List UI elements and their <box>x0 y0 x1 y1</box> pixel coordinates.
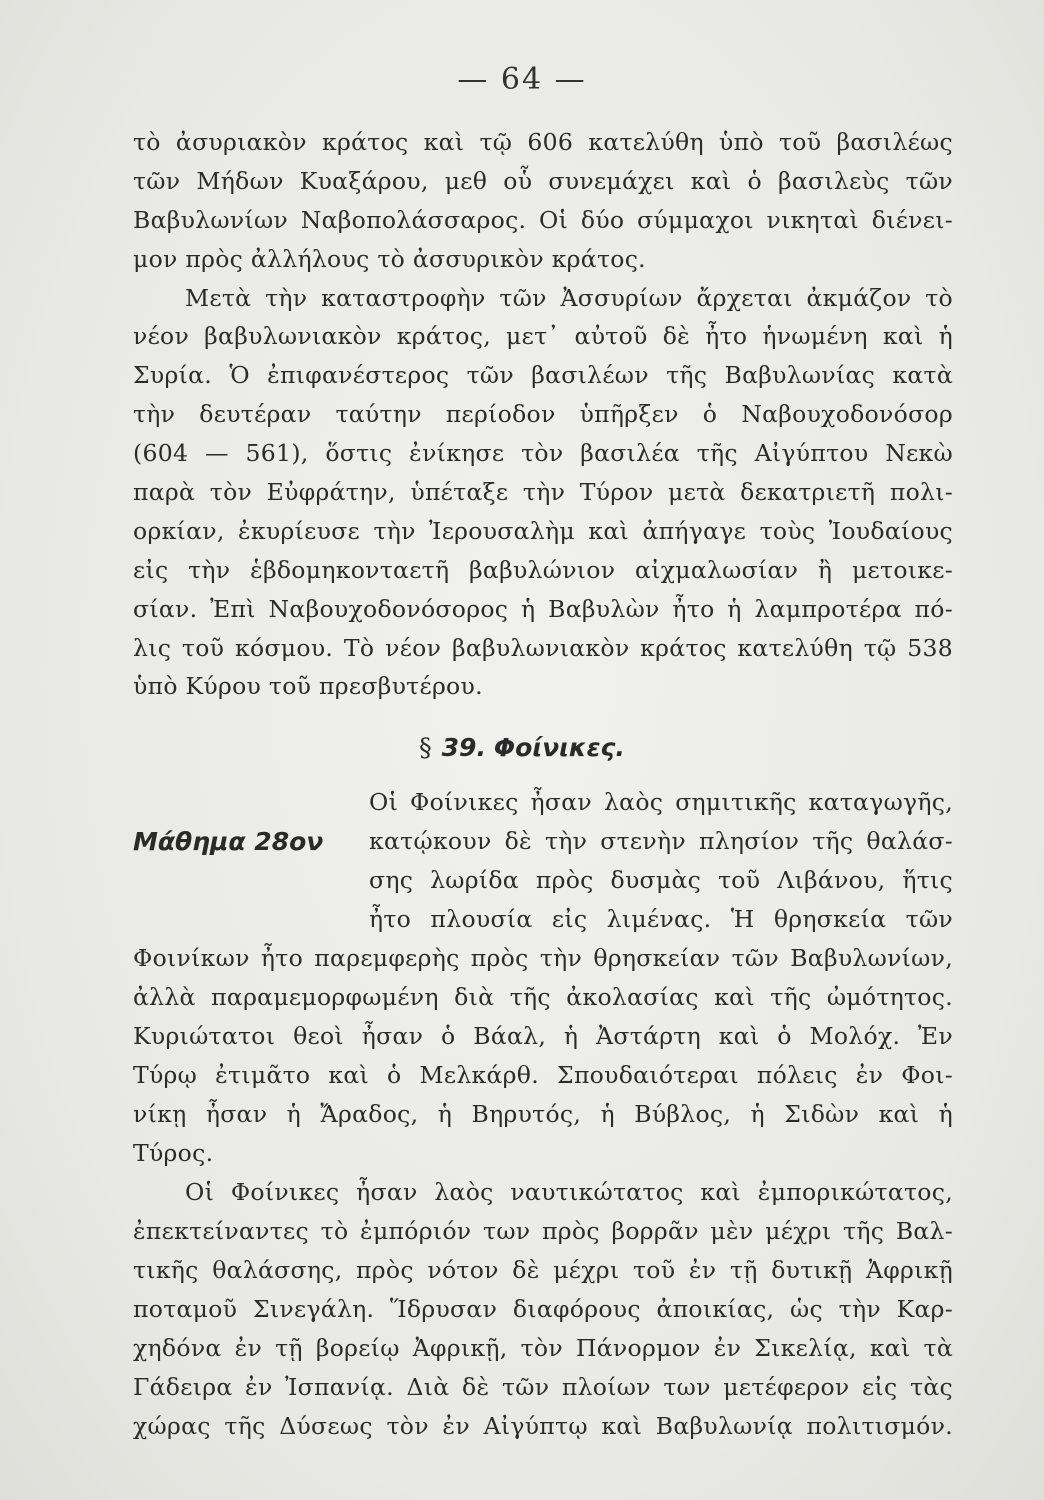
text-line: ἦτο πλουσία εἰς λιμένας. Ἡ θρησκεία τῶν <box>369 905 953 933</box>
section-heading <box>0 733 1044 762</box>
text-line: Κυριώτατοι θεοὶ ἦσαν ὁ Βάαλ, ἡ Ἀστάρτη καὶ ὁ Μολόχ. Ἐν <box>133 1022 953 1050</box>
text-line: ἀλλὰ παραμεμορφωμένη διὰ τῆς ἀκολασίας καὶ τῆς ὠμότητος. <box>133 983 953 1011</box>
text-line: Βαβυλωνίων Ναβοπολάσσαρος. Οἱ δύο σύμμαχοι νικηταὶ διένει- <box>133 206 953 234</box>
section-symbol: § <box>419 733 432 762</box>
text-line: κατῴκουν δὲ τὴν στενὴν πλησίον τῆς θαλάσ- <box>369 827 953 855</box>
text-line: (604 — 561), ὅστις ἐνίκησε τὸν βασιλέα τῆς Αἰγύπτου Νεκὼ <box>133 439 953 467</box>
text-line: χώρας τῆς Δύσεως τὸν ἐν Αἰγύπτῳ καὶ Βαβυλωνίᾳ πολιτισμόν. <box>133 1412 953 1440</box>
text-line: Οἱ Φοίνικες ἦσαν λαὸς ναυτικώτατος καὶ ἐμπορικώτατος, <box>185 1178 953 1206</box>
section-title: Φοίνικες. <box>493 733 625 762</box>
text-line: τῶν Μήδων Κυαξάρου, μεθ οὗ συνεμάχει καὶ ὁ βασιλεὺς τῶν <box>133 167 953 195</box>
text-line: ἐπεκτείναντες τὸ ἐμπόριόν των πρὸς βορρᾶν μὲν μέχρι τῆς Βαλ- <box>133 1217 953 1245</box>
text-line: παρὰ τὸν Εὐφράτην, ὑπέταξε τὴν Τύρον μετὰ δεκατριετῆ πολι- <box>133 478 953 506</box>
section-number: 39. <box>441 733 486 762</box>
text-line: Τύρῳ ἐτιμᾶτο καὶ ὁ Μελκάρθ. Σπουδαιότεραι πόλεις ἐν Φοι- <box>133 1061 953 1089</box>
text-line: εἰς τὴν ἑβδομηκονταετῆ βαβυλώνιον αἰχμαλωσίαν ἢ μετοικε- <box>133 556 953 584</box>
text-line: Οἱ Φοίνικες ἦσαν λαὸς σημιτικῆς καταγωγῆς, <box>369 788 953 816</box>
text-line: ποταμοῦ Σινεγάλη. Ἵδρυσαν διαφόρους ἀποικίας, ὡς τὴν Καρ- <box>133 1295 953 1323</box>
text-line: σης λωρίδα πρὸς δυσμὰς τοῦ Λιβάνου, ἥτις <box>369 866 953 894</box>
text-line: Φοινίκων ἦτο παρεμφερὴς πρὸς τὴν θρησκείαν τῶν Βαβυλωνίων, <box>133 944 953 972</box>
text-line: τικῆς θαλάσσης, πρὸς νότον δὲ μέχρι τοῦ ἐν τῇ δυτικῇ Ἀφρικῇ <box>133 1256 953 1284</box>
page-number: — 64 — <box>457 62 587 97</box>
text-line: νίκῃ ἦσαν ἡ Ἄραδος, ἡ Βηρυτός, ἡ Βύβλος, ἡ Σιδὼν καὶ ἡ <box>133 1100 953 1128</box>
text-line: μον πρὸς ἀλλήλους τὸ ἀσσυρικὸν κράτος. <box>133 245 646 273</box>
text-line: Τύρος. <box>133 1139 214 1167</box>
text-line: σίαν. Ἐπὶ Ναβουχοδονόσορος ἡ Βαβυλὼν ἦτο ἡ λαμπροτέρα πό- <box>133 595 953 623</box>
text-line: ορκίαν, ἐκυρίευσε τὴν Ἰερουσαλὴμ καὶ ἀπήγαγε τοὺς Ἰουδαίους <box>133 517 953 545</box>
text-line: Συρία. Ὁ ἐπιφανέστερος τῶν βασιλέων τῆς Βαβυλωνίας κατὰ <box>133 361 953 389</box>
text-line: Γάδειρα ἐν Ἰσπανίᾳ. Διὰ δὲ τῶν πλοίων των μετέφερον εἰς τὰς <box>133 1373 953 1401</box>
lesson-label: Μάθημα 28ον <box>133 827 324 856</box>
text-line: τὸ ἀσυριακὸν κράτος καὶ τῷ 606 κατελύθη ὑπὸ τοῦ βασιλέως <box>133 128 953 156</box>
text-line: χηδόνα ἐν τῇ βορείῳ Ἀφρικῇ, τὸν Πάνορμον ἐν Σικελίᾳ, καὶ τὰ <box>133 1334 953 1362</box>
text-line: νέον βαβυλωνιακὸν κράτος, μετ᾽ αὐτοῦ δὲ ἦτο ἡνωμένη καὶ ἡ <box>133 322 953 350</box>
text-line: ὑπὸ Κύρου τοῦ πρεσβυτέρου. <box>133 672 483 700</box>
text-line: Μετὰ τὴν καταστροφὴν τῶν Ἀσσυρίων ἄρχεται ἀκμάζον τὸ <box>185 284 953 312</box>
text-line: τὴν δευτέραν ταύτην περίοδον ὑπῆρξεν ὁ Ναβουχοδονόσορ <box>133 400 953 428</box>
text-line: λις τοῦ κόσμου. Τὸ νέον βαβυλωνιακὸν κράτος κατελύθη τῷ 538 <box>133 634 953 662</box>
